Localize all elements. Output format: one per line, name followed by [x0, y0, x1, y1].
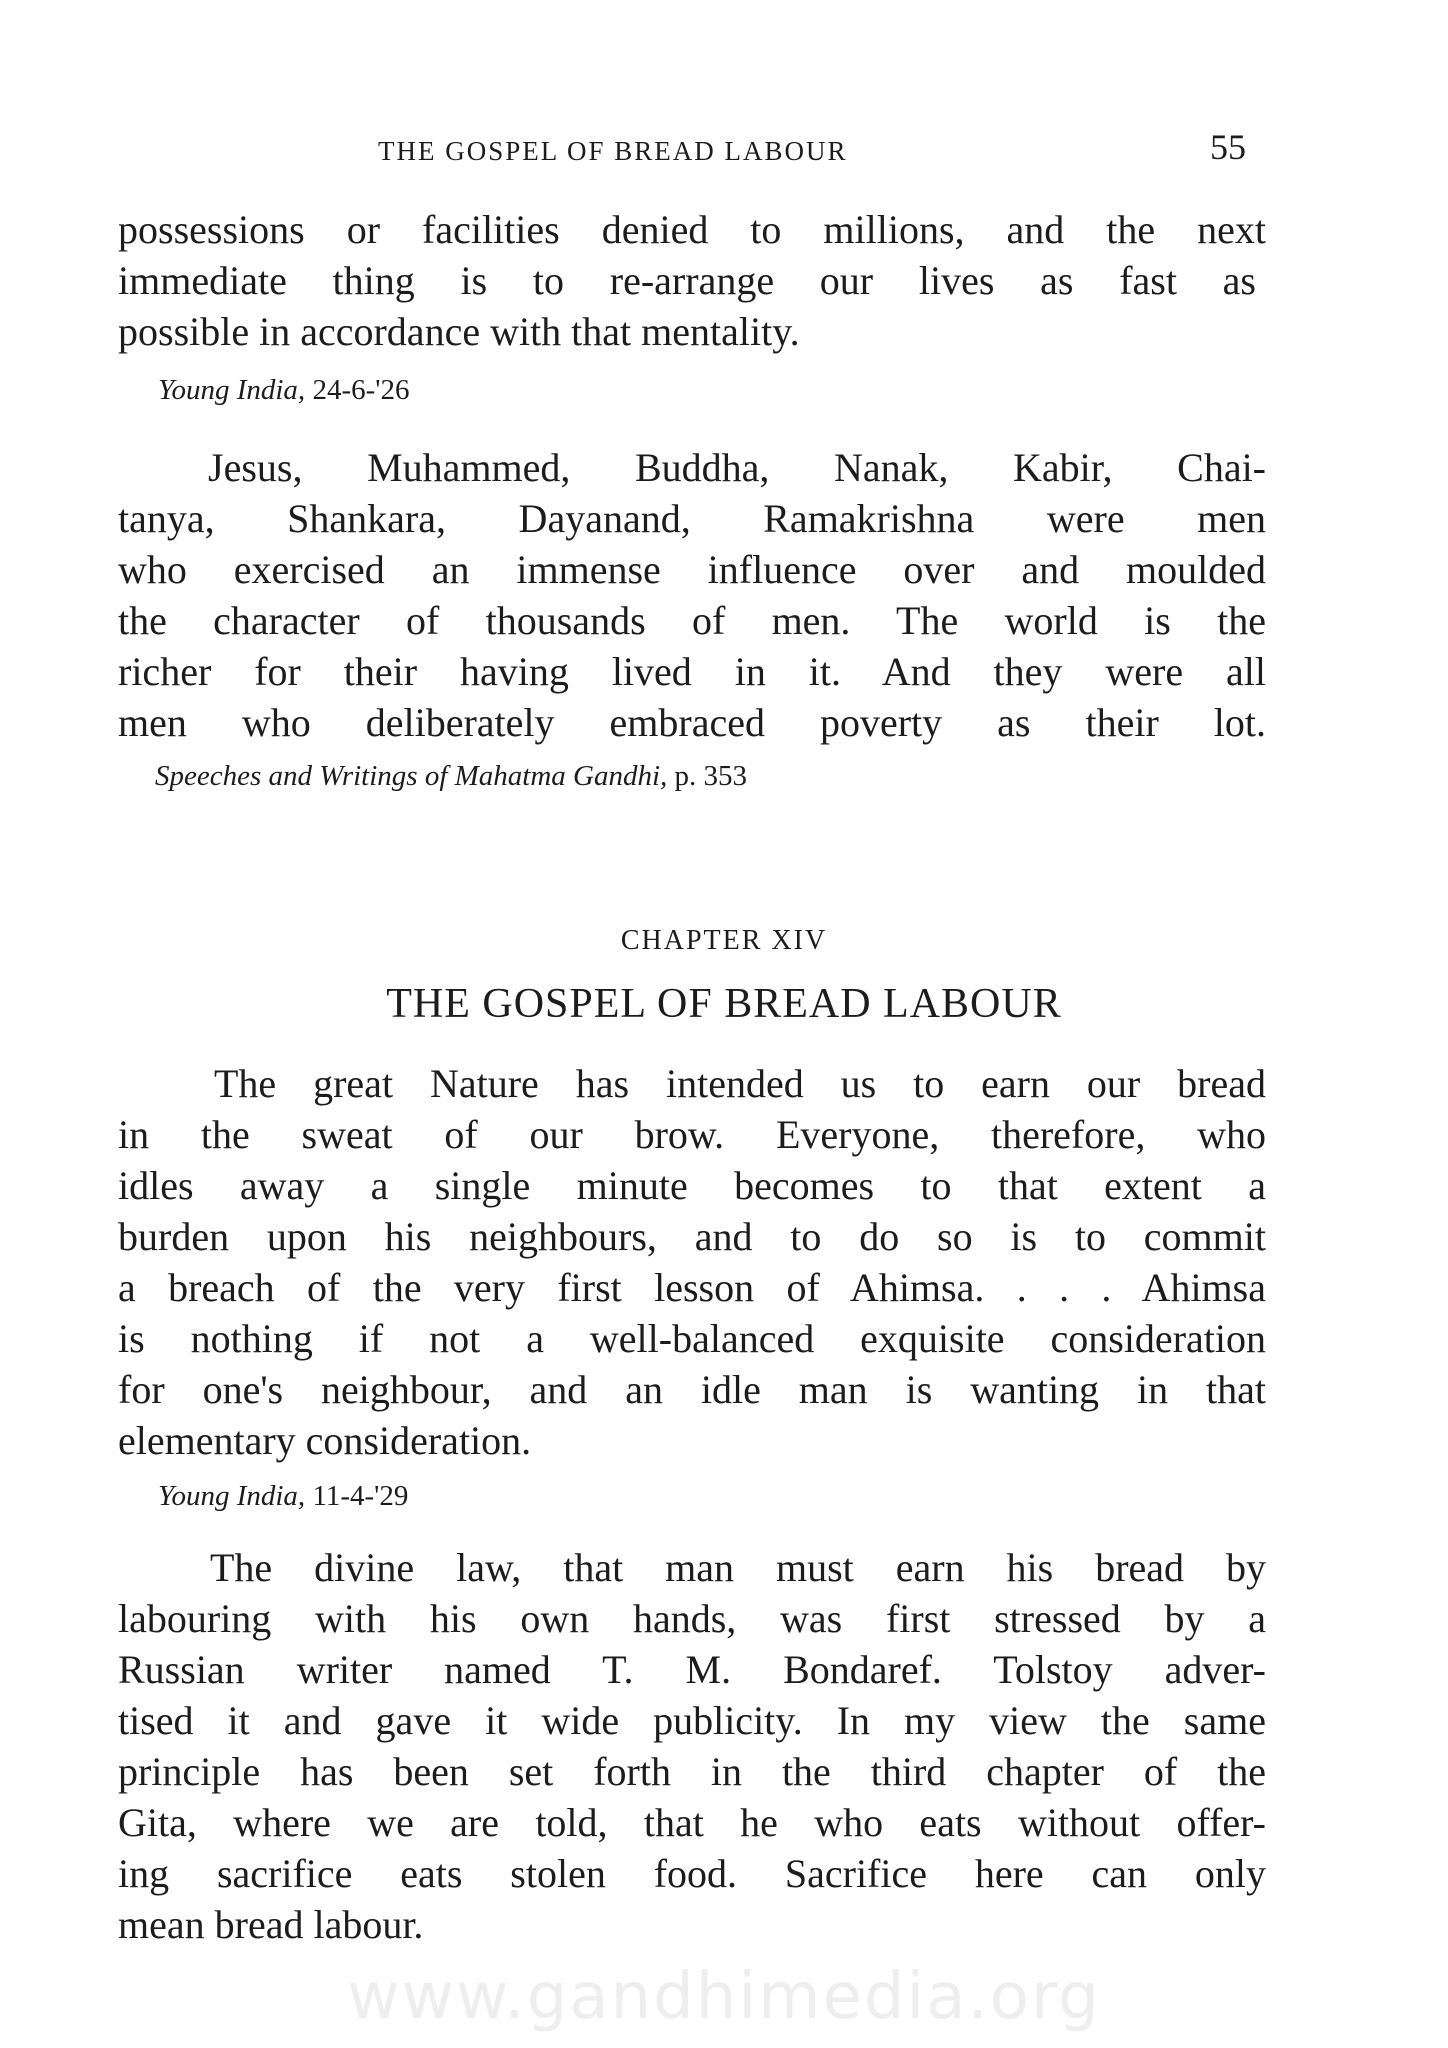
text-line: who exercised an immense influence over and moulded — [118, 547, 1266, 592]
source-title: Young India, — [158, 374, 306, 406]
source-title: Young India, — [158, 1480, 306, 1512]
source-citation — [158, 1480, 408, 1513]
text-line: in the sweat of our brow. Everyone, therefore, who — [118, 1112, 1266, 1157]
text-line: immediate thing is to re-arrange our lives as fast as — [118, 258, 1256, 303]
text-line: men who deliberately embraced poverty as their lot. — [118, 700, 1266, 745]
source-page: p. 353 — [674, 760, 748, 792]
text-line: Gita, where we are told, that he who eats without offer- — [118, 1800, 1266, 1845]
text-line: tanya, Shankara, Dayanand, Ramakrishna were men — [118, 496, 1266, 541]
text-line: possessions or facilities denied to millions, and the next — [118, 207, 1266, 252]
text-line: a breach of the very first lesson of Ahimsa. . . . Ahimsa — [118, 1265, 1266, 1310]
running-head: THE GOSPEL OF BREAD LABOUR — [378, 136, 848, 166]
text-line: principle has been set forth in the third chapter of the — [118, 1749, 1266, 1794]
text-line: for one's neighbour, and an idle man is wanting in that — [118, 1367, 1266, 1412]
text-line: The divine law, that man must earn his bread by — [210, 1545, 1266, 1590]
chapter-title: THE GOSPEL OF BREAD LABOUR — [386, 981, 1062, 1027]
chapter-number: CHAPTER XIV — [620, 925, 828, 956]
text-line: Jesus, Muhammed, Buddha, Nanak, Kabir, Chai- — [208, 445, 1266, 490]
text-line: is nothing if not a well-balanced exquisite consideration — [118, 1316, 1266, 1361]
page-number: 55 — [1210, 127, 1246, 167]
watermark: www.gandhimedia.org — [347, 1960, 1101, 2034]
source-title: Speeches and Writings of Mahatma Gandhi, — [155, 760, 668, 792]
text-line: burden upon his neighbours, and to do so is to commit — [118, 1214, 1266, 1259]
paragraph — [118, 1058, 1266, 1466]
paragraph — [118, 1542, 1266, 1950]
text-line: labouring with his own hands, was first stressed by a — [118, 1596, 1266, 1641]
source-citation — [158, 374, 409, 407]
text-line: possible in accordance with that mentality. — [118, 309, 800, 354]
text-line: Russian writer named T. M. Bondaref. Tolstoy adver- — [118, 1647, 1266, 1692]
source-citation — [155, 760, 747, 793]
text-line: ing sacrifice eats stolen food. Sacrifice here can only — [118, 1851, 1266, 1896]
source-date: 24-6-'26 — [312, 374, 410, 406]
paragraph — [118, 442, 1266, 748]
text-line: idles away a single minute becomes to that extent a — [118, 1163, 1266, 1208]
text-line: richer for their having lived in it. And they were all — [118, 649, 1266, 694]
paragraph-continued — [118, 204, 1266, 357]
text-line: mean bread labour. — [118, 1902, 424, 1947]
source-date: 11-4-'29 — [312, 1480, 409, 1512]
text-line: tised it and gave it wide publicity. In my view the same — [118, 1698, 1266, 1743]
text-line: the character of thousands of men. The world is the — [118, 598, 1266, 643]
text-line: The great Nature has intended us to earn our bread — [214, 1061, 1266, 1106]
text-line: elementary consideration. — [118, 1418, 532, 1463]
